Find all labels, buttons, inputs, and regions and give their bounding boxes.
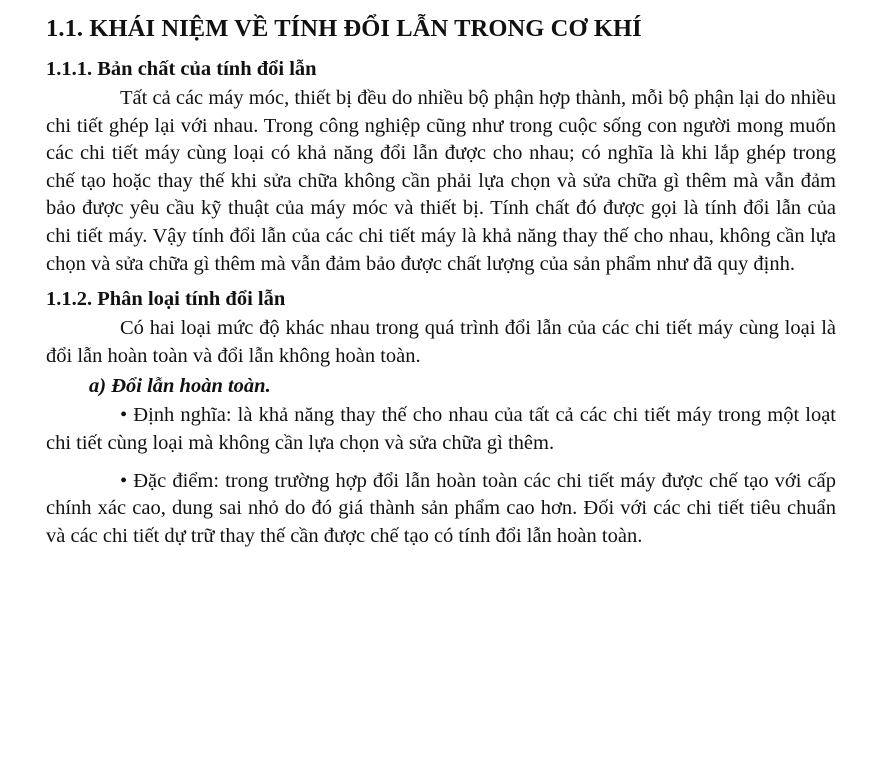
document-page [46,12,836,550]
section-heading-1-1-1: 1.1.1. Bản chất của tính đổi lẫn [46,58,317,80]
section-paragraph-1-1-1: Tất cả các máy móc, thiết bị đều do nhiều bộ phận hợp thành, mỗi bộ phận lại do nhiều chi tiết ghép lại với nhau. Trong công nghiệp cũng như trong cuộc sống con người mong muốn các chi tiết máy cùng loại có khả năng đổi lẫn được cho nhau; có nghĩa là khi lắp ghép trong chế tạo hoặc thay thế khi sửa chữa không cần phải lựa chọn và sửa chữa gì thêm mà vẫn đảm bảo được yêu cầu kỹ thuật của máy móc và thiết bị. Tính chất đó được gọi là tính đổi lẫn của chi tiết máy. Vậy tính đổi lẫn của các chi tiết máy là khả năng thay thế cho nhau, không cần lựa chọn và sửa chữa gì thêm mà vẫn đảm bảo được chất lượng của sản phẩm như đã quy định. [46,87,836,275]
section-heading-1-1-2: 1.1.2. Phân loại tính đổi lẫn [46,288,286,311]
chapter-title: 1.1. KHÁI NIỆM VỀ TÍNH ĐỔI LẪN TRONG CƠ KHÍ [46,15,642,42]
section-paragraph-1-1-2: Có hai loại mức độ khác nhau trong quá trình đổi lẫn của các chi tiết máy cùng loại là đổi lẫn hoàn toàn và đổi lẫn không hoàn toàn. [46,317,836,367]
bullet-characteristics: • Đặc điểm: trong trường hợp đổi lẫn hoàn toàn các chi tiết máy được chế tạo với cấp chính xác cao, dung sai nhỏ do đó giá thành sản phẩm cao hơn. Đối với các chi tiết tiêu chuẩn và các chi tiết dự trữ thay thế cần được chế tạo có tính đổi lẫn hoàn toàn. [46,469,836,547]
subheading-full-interchangeability: a) Đổi lẫn hoàn toàn. [89,375,271,398]
bullet-definition: • Định nghĩa: là khả năng thay thế cho nhau của tất cả các chi tiết máy trong một loạt chi tiết cùng loại mà không cần lựa chọn và sửa chữa gì thêm. [46,404,836,454]
